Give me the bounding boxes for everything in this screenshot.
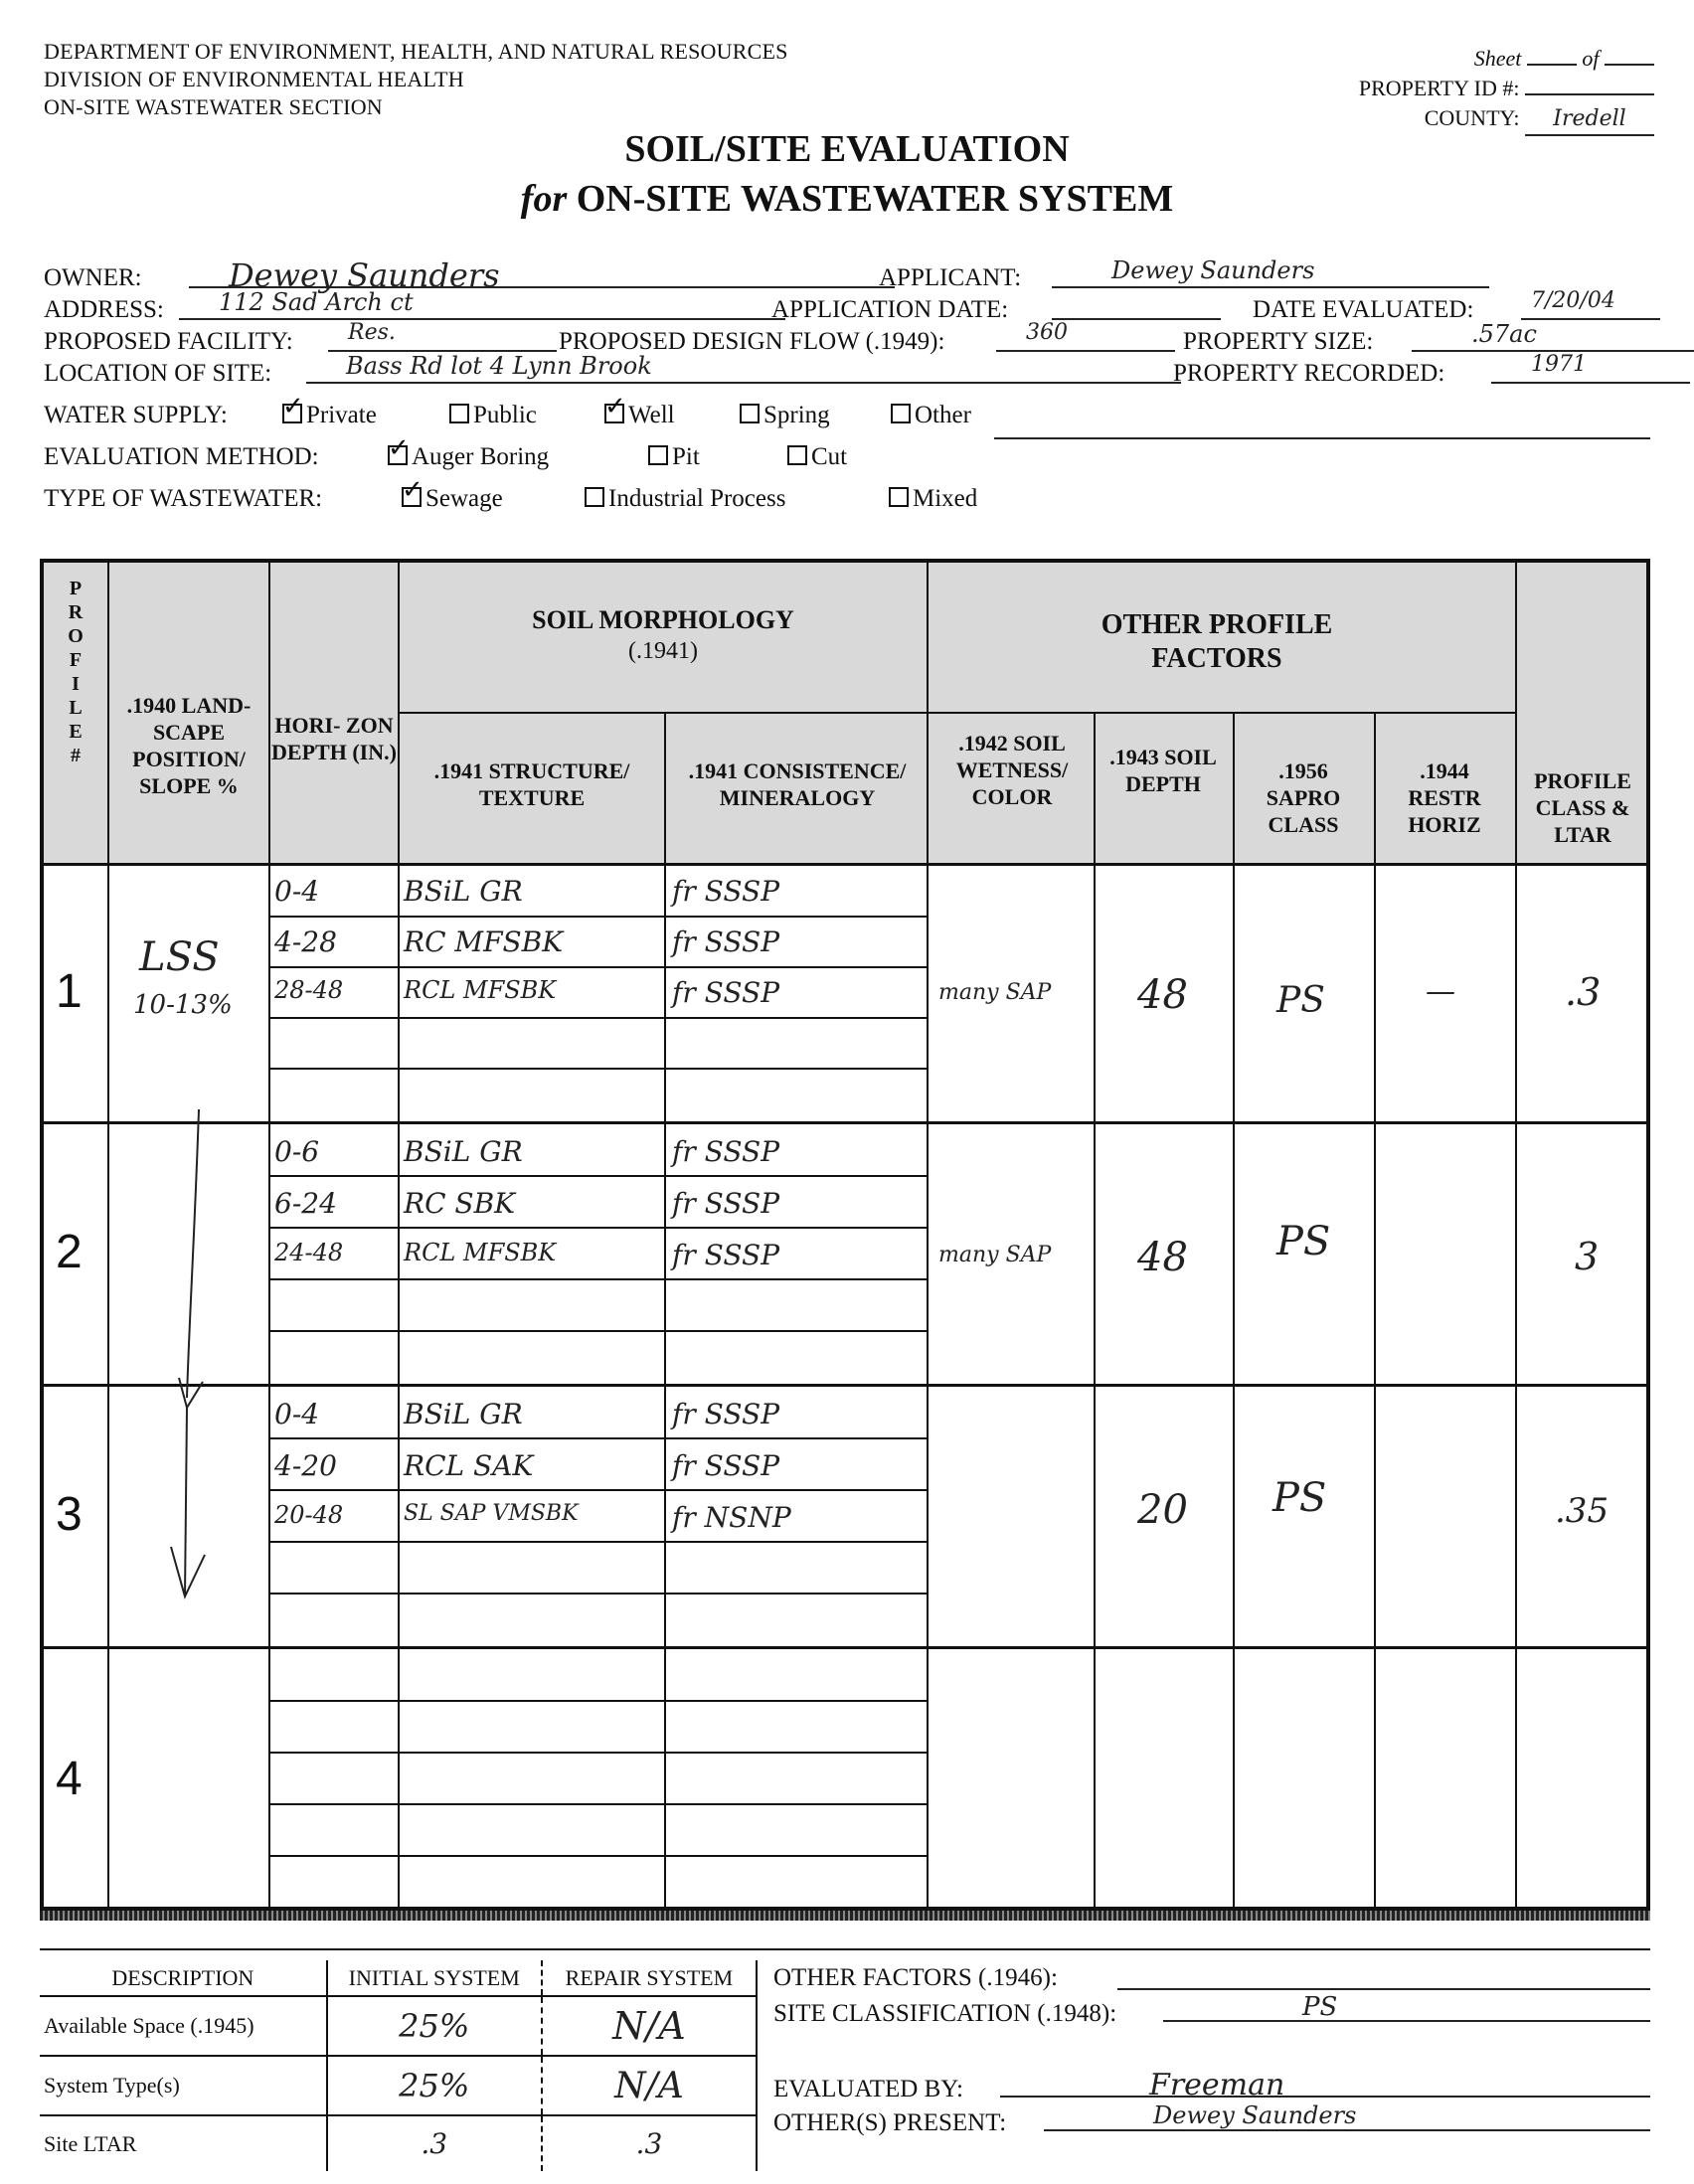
system-type-initial[interactable]: 25%	[327, 2056, 542, 2115]
p2-ltar: 3	[1575, 1235, 1600, 1278]
profile-4-number: 4	[56, 1753, 83, 1805]
p1-restr: —	[1426, 974, 1455, 1009]
water-well-checkbox[interactable]	[604, 404, 624, 423]
available-space-repair[interactable]: N/A	[542, 1996, 757, 2056]
profile-1-number: 1	[56, 965, 83, 1018]
p3-r2-depth: 4-20	[274, 1449, 337, 1482]
wastewater-type-label: TYPE OF WASTEWATER:	[44, 485, 323, 512]
water-private-checkbox[interactable]	[282, 404, 302, 423]
p2-r2-depth: 6-24	[274, 1187, 337, 1220]
profile-number-header: PROFILE #	[68, 578, 84, 766]
horizon-depth-header: HORI- ZON DEPTH (IN.)	[271, 713, 397, 764]
profile-3-number: 3	[56, 1488, 83, 1541]
soil-morphology-sub: (.1941)	[628, 638, 698, 664]
proposed-facility-label: PROPOSED FACILITY:	[44, 328, 293, 355]
section-divider	[40, 1911, 1650, 1921]
address-field[interactable]: 112 Sad Arch ct	[179, 288, 785, 320]
form-title: SOIL/SITE EVALUATION	[624, 128, 1070, 170]
p3-r2-structure: RCL SAK	[404, 1449, 534, 1482]
property-recorded-field[interactable]: 1971	[1491, 352, 1690, 384]
available-space-initial[interactable]: 25%	[327, 1996, 542, 2056]
site-classification-field[interactable]: PS	[1163, 1992, 1650, 2022]
method-cut-option[interactable]: Cut	[787, 443, 847, 471]
evaluated-by-field[interactable]: Freeman	[1000, 2068, 1650, 2098]
sheet-info	[1359, 44, 1654, 136]
wastewater-industrial-option[interactable]: Industrial Process	[585, 485, 785, 513]
p1-r1-depth: 0-4	[274, 875, 320, 908]
water-spring-checkbox[interactable]	[740, 404, 760, 423]
method-auger-option[interactable]: ✓ Auger Boring	[388, 443, 549, 471]
sapro-class-header: .1956 SAPRO CLASS	[1266, 758, 1341, 837]
water-public-checkbox[interactable]	[449, 404, 469, 423]
p1-ltar: .3	[1565, 970, 1602, 1014]
department-header	[44, 38, 788, 121]
p2-sapro: PS	[1276, 1219, 1331, 1264]
profile-1-slope: 10-13%	[133, 990, 233, 1020]
wastewater-industrial-checkbox[interactable]	[585, 487, 604, 507]
p3-r3-consistence: fr NSNP	[672, 1501, 791, 1534]
p3-ltar: .35	[1555, 1491, 1609, 1531]
profile-2-number: 2	[56, 1226, 83, 1278]
p3-r1-consistence: fr SSSP	[672, 1398, 780, 1430]
wastewater-mixed-checkbox[interactable]	[889, 487, 909, 507]
water-spring-option[interactable]: Spring	[740, 402, 830, 429]
p1-soil-depth: 48	[1137, 972, 1188, 1018]
landscape-header: .1940 LAND- SCAPE POSITION/ SLOPE %	[126, 693, 252, 798]
p2-r2-consistence: fr SSSP	[672, 1187, 780, 1220]
other-factors-field[interactable]	[1117, 1958, 1650, 1990]
dept-line-3: ON-SITE WASTEWATER SECTION	[44, 94, 383, 119]
proposed-facility-field[interactable]: Res.	[328, 320, 557, 352]
profile-table	[40, 559, 1650, 1911]
property-size-label: PROPERTY SIZE:	[1183, 328, 1374, 355]
method-pit-option[interactable]: Pit	[648, 443, 700, 471]
p1-r1-consistence: fr SSSP	[672, 875, 780, 908]
profile-1-landscape: LSS	[139, 934, 220, 980]
site-ltar-initial[interactable]: .3	[327, 2115, 542, 2171]
soil-depth-header: .1943 SOIL DEPTH	[1109, 745, 1217, 796]
p2-r3-consistence: fr SSSP	[672, 1239, 780, 1271]
others-present-field[interactable]: Dewey Saunders	[1044, 2101, 1650, 2131]
water-public-option[interactable]: Public	[449, 402, 537, 429]
of-label: of	[1582, 46, 1600, 71]
restr-horiz-header: .1944 RESTR HORIZ	[1408, 758, 1481, 837]
summary-repair-header: REPAIR SYSTEM	[542, 1960, 757, 1996]
p2-r1-consistence: fr SSSP	[672, 1135, 780, 1168]
summary-table	[40, 1960, 758, 2171]
date-evaluated-label: DATE EVALUATED:	[1253, 296, 1474, 323]
application-date-field[interactable]	[1052, 288, 1221, 320]
wastewater-sewage-option[interactable]: ✓ Sewage	[402, 485, 503, 513]
row-available-space-label: Available Space (.1945)	[40, 1996, 327, 2056]
wastewater-mixed-option[interactable]: Mixed	[889, 485, 977, 513]
water-other-checkbox[interactable]	[891, 404, 911, 423]
method-cut-checkbox[interactable]	[787, 445, 807, 465]
p3-sapro: PS	[1272, 1475, 1327, 1521]
water-supply-label: WATER SUPPLY:	[44, 402, 228, 428]
design-flow-field[interactable]: 360	[996, 320, 1175, 352]
structure-texture-header: .1941 STRUCTURE/ TEXTURE	[433, 758, 630, 810]
form-subtitle: for ON-SITE WASTEWATER SYSTEM	[520, 178, 1174, 220]
p3-r3-depth: 20-48	[274, 1501, 344, 1529]
water-other-option[interactable]: Other	[891, 402, 971, 429]
property-recorded-label: PROPERTY RECORDED:	[1173, 360, 1445, 387]
other-factors-header: OTHER PROFILE FACTORS	[1101, 609, 1333, 674]
location-label: LOCATION OF SITE:	[44, 360, 272, 387]
sheet-label: Sheet	[1473, 46, 1522, 71]
site-ltar-repair[interactable]: .3	[542, 2115, 757, 2171]
application-date-label: APPLICATION DATE:	[771, 296, 1009, 323]
summary-initial-header: INITIAL SYSTEM	[327, 1960, 542, 1996]
p3-r2-consistence: fr SSSP	[672, 1449, 780, 1482]
county-label: COUNTY:	[1424, 105, 1520, 130]
p1-r2-depth: 4-28	[274, 925, 337, 958]
soil-morphology-header: SOIL MORPHOLOGY	[532, 605, 794, 634]
consistence-header: .1941 CONSISTENCE/ MINERALOGY	[688, 758, 907, 810]
summary-section	[40, 1948, 1650, 2175]
system-type-repair[interactable]: N/A	[542, 2056, 757, 2115]
applicant-label: APPLICANT:	[879, 264, 1022, 291]
water-other-field[interactable]	[994, 408, 1650, 439]
water-well-option[interactable]: ✓ Well	[604, 402, 675, 429]
applicant-field[interactable]: Dewey Saunders	[1052, 256, 1489, 288]
dept-line-1: DEPARTMENT OF ENVIRONMENT, HEALTH, AND NATURAL RESOURCES	[44, 39, 788, 64]
p2-r1-structure: BSiL GR	[404, 1135, 523, 1168]
p1-wetness: many SAP	[938, 980, 1052, 1005]
other-factors-label: OTHER FACTORS (.1946):	[773, 1964, 1058, 1991]
profile-class-header: PROFILE CLASS & LTAR	[1534, 768, 1631, 847]
owner-field[interactable]: Dewey Saunders	[189, 256, 895, 288]
p2-r3-depth: 24-48	[274, 1239, 344, 1266]
location-field[interactable]: Bass Rd lot 4 Lynn Brook	[306, 352, 1181, 384]
owner-label: OWNER:	[44, 264, 142, 291]
date-evaluated-field[interactable]: 7/20/04	[1521, 288, 1660, 320]
p1-r2-structure: RC MFSBK	[404, 925, 564, 958]
p3-r1-depth: 0-4	[274, 1398, 320, 1430]
site-classification-label: SITE CLASSIFICATION (.1948):	[773, 2000, 1117, 2027]
row-site-ltar-label: Site LTAR	[40, 2115, 327, 2171]
evaluation-method-label: EVALUATION METHOD:	[44, 443, 319, 470]
wastewater-sewage-checkbox[interactable]	[402, 487, 422, 507]
water-private-option[interactable]: ✓ Private	[282, 402, 377, 429]
p3-r3-structure: SL SAP VMSBK	[404, 1501, 579, 1526]
others-present-label: OTHER(S) PRESENT:	[773, 2109, 1007, 2136]
p3-r1-structure: BSiL GR	[404, 1398, 523, 1430]
p1-r3-structure: RCL MFSBK	[404, 976, 557, 1004]
property-size-field[interactable]: .57ac	[1412, 320, 1694, 352]
continuation-arrow-icon	[109, 1080, 268, 1636]
p1-r3-consistence: fr SSSP	[672, 976, 780, 1009]
property-id-label: PROPERTY ID #:	[1358, 76, 1520, 100]
address-label: ADDRESS:	[44, 296, 164, 323]
county-value: Iredell	[1525, 104, 1654, 136]
p1-r3-depth: 28-48	[274, 976, 344, 1004]
dept-line-2: DIVISION OF ENVIRONMENTAL HEALTH	[44, 67, 464, 91]
p2-wetness: many SAP	[938, 1243, 1052, 1267]
p1-sapro: PS	[1276, 980, 1325, 1021]
row-system-type-label: System Type(s)	[40, 2056, 327, 2115]
p1-r1-structure: BSiL GR	[404, 875, 523, 908]
soil-wetness-header: .1942 SOIL WETNESS/ COLOR	[955, 731, 1069, 809]
p2-r3-structure: RCL MFSBK	[404, 1239, 557, 1266]
method-pit-checkbox[interactable]	[648, 445, 668, 465]
evaluated-by-label: EVALUATED BY:	[773, 2076, 963, 2102]
summary-description-header: DESCRIPTION	[40, 1960, 327, 1996]
p2-r1-depth: 0-6	[274, 1135, 320, 1168]
p1-r2-consistence: fr SSSP	[672, 925, 780, 958]
p3-soil-depth: 20	[1137, 1487, 1188, 1533]
p2-r2-structure: RC SBK	[404, 1187, 516, 1220]
p2-soil-depth: 48	[1137, 1235, 1188, 1280]
method-auger-checkbox[interactable]	[388, 445, 408, 465]
design-flow-label: PROPOSED DESIGN FLOW (.1949):	[559, 328, 945, 355]
